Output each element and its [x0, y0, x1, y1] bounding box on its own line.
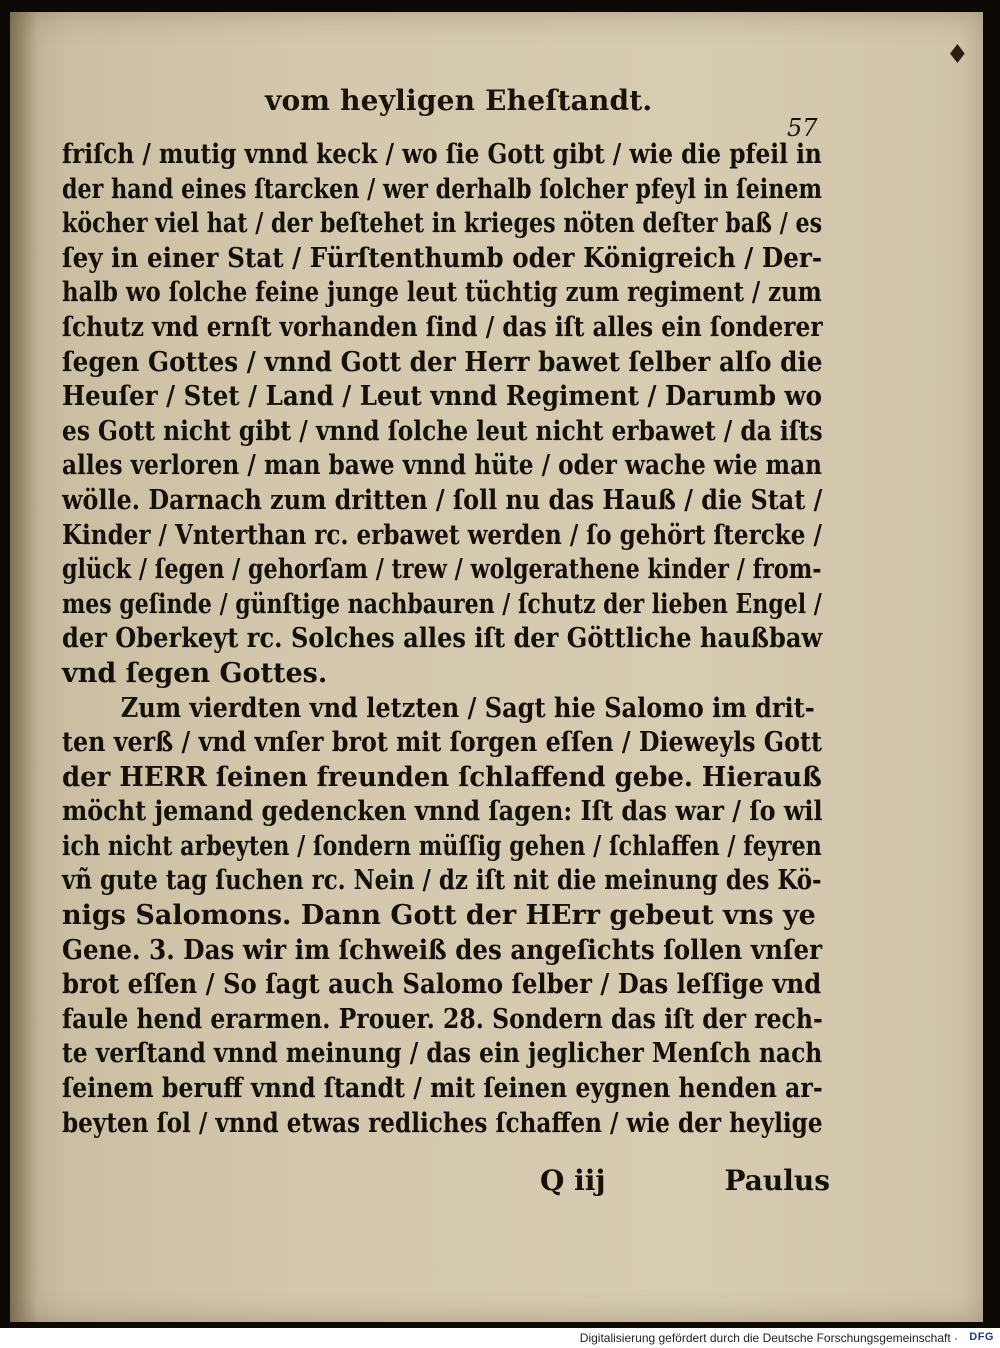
- text-line: ſegen Gottes / vnnd Gott der Herr bawet ſelber alſo die: [62, 346, 823, 378]
- text-line: vnd ſegen Gottes.: [62, 657, 328, 689]
- text-line: Heuſer / Stet / Land / Leut vnnd Regiment / Darumb wo: [62, 381, 822, 413]
- text-line: ſey in einer Stat / Fürſtenthumb oder Königreich / Der-: [62, 242, 823, 274]
- text-line: möcht jemand gedencken vnnd ſagen: Iſt das war / ſo wil: [62, 796, 823, 828]
- text-line: vñ gute tag ſuchen rc. Nein / dz iſt nit die meinung des Kö-: [62, 865, 822, 897]
- page-number: 57: [787, 114, 818, 142]
- catchline: [540, 1164, 830, 1204]
- text-line: glück / ſegen / gehorſam / trew / wolgerathene kinder / from-: [62, 554, 822, 586]
- text-line: mes geſinde / günſtige nachbauren / ſchutz der lieben Engel /: [62, 588, 822, 620]
- text-line: der hand eines ſtarcken / wer derhalb ſolcher pfeyl in ſeinem: [62, 173, 823, 205]
- text-line: ich nicht arbeyten / ſondern müſſig gehen / ſchlaffen / feyren: [62, 830, 822, 862]
- text-line: köcher viel hat / der beſtehet in krieges nöten deſter baß / es: [62, 208, 823, 240]
- text-line: te verſtand vnnd meinung / das ein jeglicher Menſch nach: [62, 1038, 823, 1070]
- text-line: halb wo ſolche feine junge leut tüchtig zum regiment / zum: [62, 277, 822, 309]
- text-line: brot eſſen / So ſagt auch Salomo ſelber / Das leſſige vnd: [62, 969, 822, 1001]
- book-page: [10, 12, 983, 1322]
- text-line: ſeinem beruff vnnd ſtandt / mit ſeinen eygnen henden ar-: [62, 1073, 823, 1105]
- text-line: Kinder / Vnterthan rc. erbawet werden / ſo gehört ſtercke /: [62, 519, 822, 551]
- text-line: nigs Salomons. Dann Gott der HErr gebeut vns ye: [62, 900, 816, 932]
- text-line: es Gott nicht gibt / vnnd ſolche leut nicht erbawet / da iſts: [62, 415, 823, 447]
- text-line: friſch / mutig vnnd keck / wo ſie Gott gibt / wie die pfeil in: [62, 139, 822, 170]
- signature-mark: Q iij: [540, 1164, 606, 1197]
- text-line: ſchutz vnd ernſt vorhanden ſind / das iſt alles ein ſonderer: [62, 311, 823, 343]
- footer-bar: [0, 1328, 1000, 1348]
- text-line: der Oberkeyt rc. Solches alles iſt der Göttliche haußbaw: [62, 623, 823, 655]
- text-line: wölle. Darnach zum dritten / ſoll nu das Hauß / die Stat /: [62, 484, 823, 516]
- body-text: [62, 138, 822, 1141]
- text-line-paragraph-start: Zum vierdten vnd letzten / Sagt hie Salomo im drit-: [120, 692, 815, 724]
- text-line: Gene. 3. Das wir im ſchweiß des angeſichts ſollen vnſer: [62, 934, 823, 966]
- funding-credit: Digitalisierung gefördert durch die Deutsche Forschungsgemeinschaft ·: [579, 1331, 958, 1345]
- dfg-logo: DFG: [969, 1331, 994, 1343]
- text-line: faule hend erarmen. Prouer. 28. Sondern das iſt der rech-: [62, 1003, 823, 1035]
- running-head: vom heyligen Eheſtandt.: [265, 84, 653, 117]
- text-line: der HERR ſeinen freunden ſchlaffend gebe. Hierauß: [62, 761, 822, 793]
- text-line: alles verloren / man bawe vnnd hüte / oder wache wie man: [62, 450, 823, 482]
- text-line: beyten ſol / vnnd etwas redliches ſchaffen / wie der heylige: [62, 1107, 823, 1139]
- text-line: ten verß / vnd vnſer brot mit ſorgen eſſen / Dieweyls Gott: [62, 727, 822, 759]
- corner-mark: ♦: [945, 40, 969, 70]
- catchword: Paulus: [724, 1164, 830, 1197]
